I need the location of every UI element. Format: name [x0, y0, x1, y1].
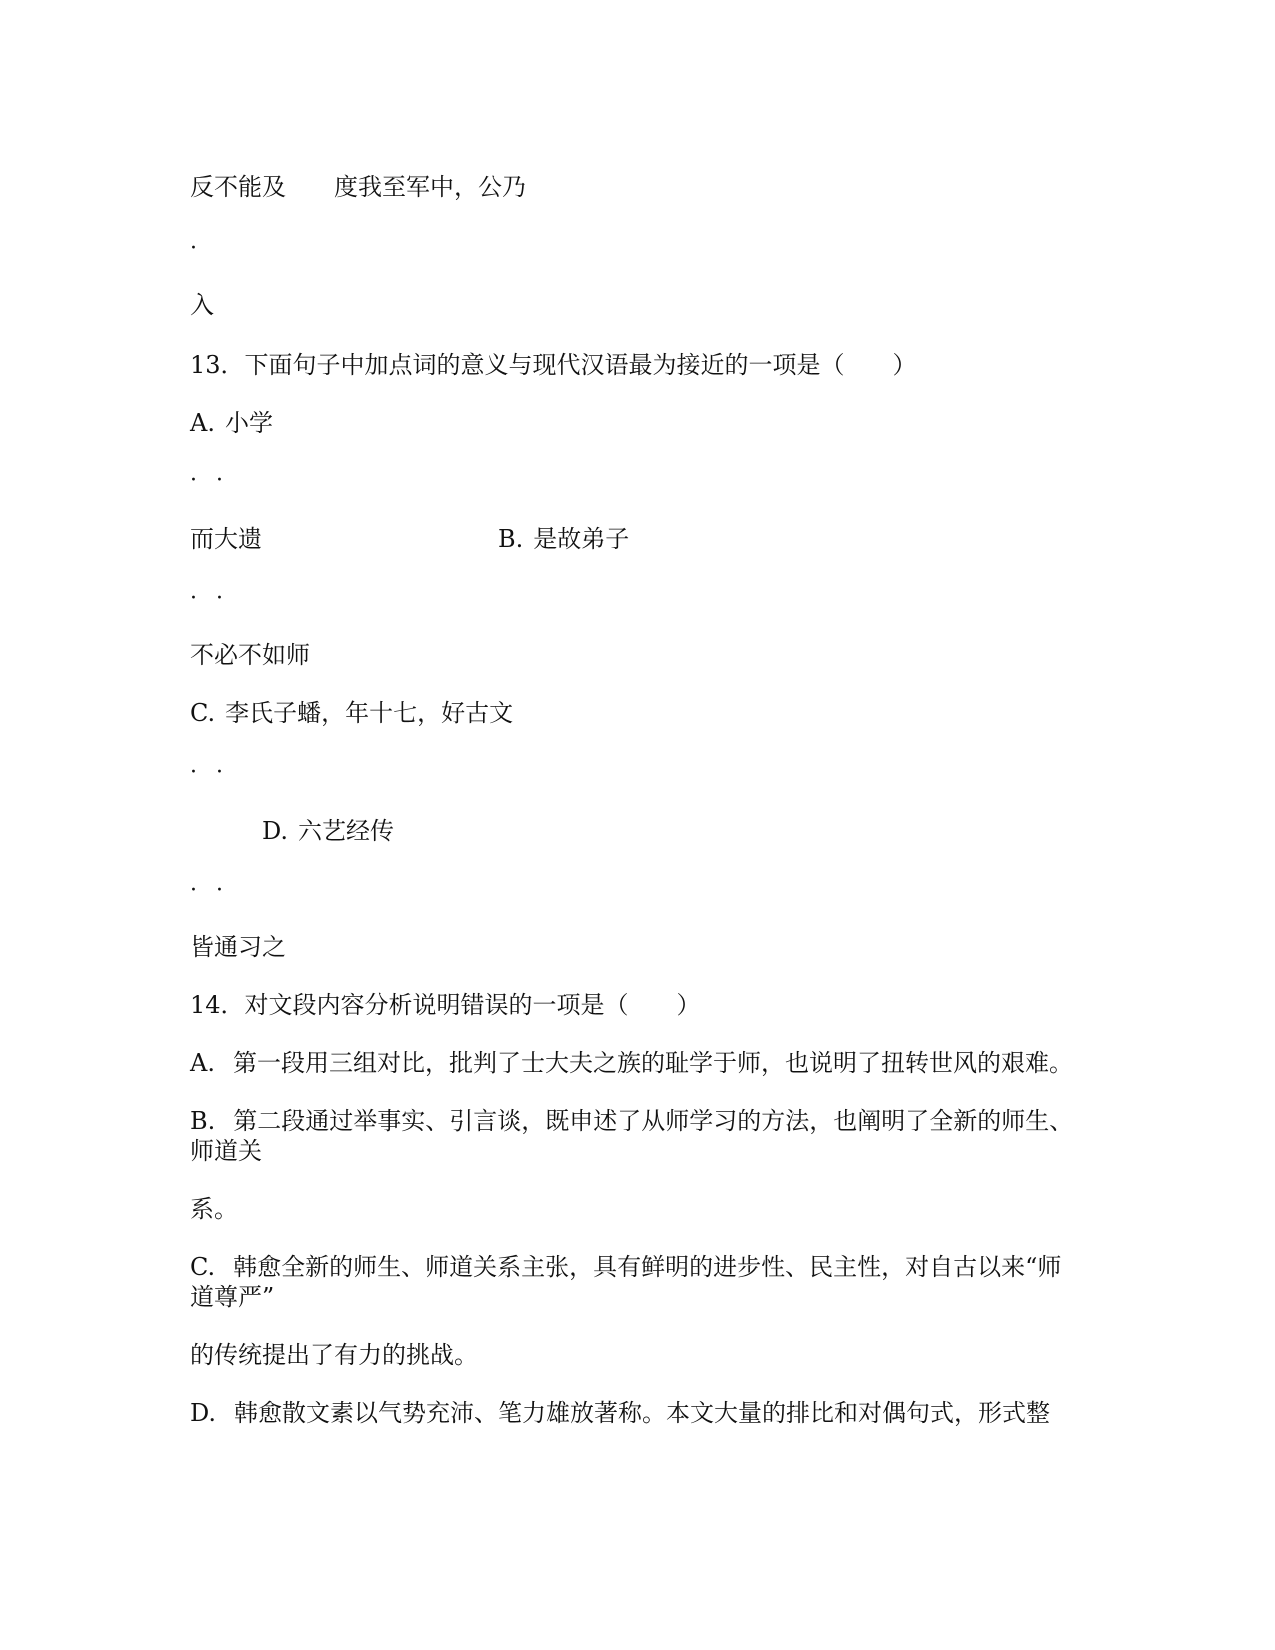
- q13-option-d-cont: 皆通习之: [190, 933, 286, 961]
- question-14-stem: 14．对文段内容分析说明错误的一项是（ ）: [190, 991, 701, 1019]
- option-text: 第二段通过举事实、引言谈，既申述了从师学习的方法，也阐明了全新的师生、: [233, 1107, 1074, 1135]
- q13-option-c: [190, 698, 513, 728]
- option-label: C.: [190, 1253, 216, 1281]
- option-label: D.: [262, 817, 289, 845]
- emphasis-dot: ·: [190, 236, 203, 261]
- q13-option-b-cont: 不必不如师: [190, 641, 310, 669]
- option-label: B.: [498, 525, 524, 553]
- passage-fragment-b: 度我至军中，公乃: [334, 173, 526, 201]
- q13-option-a-cont: [190, 524, 262, 554]
- q14-option-b-cont: 系。: [190, 1195, 238, 1223]
- emphasis-dots: · ·: [190, 468, 229, 493]
- option-text: 六艺经传: [298, 817, 395, 845]
- q14-option-a: [190, 1048, 1073, 1078]
- option-label: B.: [190, 1107, 216, 1135]
- q14-option-c-cont: 的传统提出了有力的挑战。: [190, 1341, 478, 1369]
- q13-option-b: [498, 524, 629, 554]
- passage-line-1: [190, 172, 526, 202]
- emphasis-dots: · ·: [190, 760, 229, 785]
- emphasis-dots: · ·: [190, 586, 229, 611]
- q13-option-d: [262, 816, 394, 846]
- option-text: 李氏子蟠，年十七，好古文: [225, 699, 514, 727]
- option-label: D.: [190, 1399, 217, 1427]
- passage-fragment-a: 反不能及: [190, 173, 286, 201]
- option-label: A.: [190, 1049, 215, 1077]
- question-13-stem: 13．下面句子中加点词的意义与现代汉语最为接近的一项是（ ）: [190, 351, 917, 379]
- option-text: 小学: [224, 409, 273, 437]
- option-label: A.: [190, 409, 215, 437]
- option-text: 第一段用三组对比，批判了士大夫之族的耻学于师，也说明了扭转世风的艰难。: [232, 1049, 1073, 1077]
- option-text: 韩愈散文素以气势充沛、笔力雄放著称。本文大量的排比和对偶句式，形式整: [234, 1399, 1051, 1427]
- q14-option-b-wrap: 师道关: [190, 1137, 262, 1165]
- option-text: 是故弟子: [533, 525, 630, 553]
- option-text: 韩愈全新的师生、师道关系主张，具有鲜明的进步性、民主性，对自古以来“师: [233, 1253, 1062, 1281]
- passage-fragment-c: 入: [190, 291, 214, 319]
- q14-option-b: [190, 1106, 1073, 1136]
- option-label: C.: [190, 699, 216, 727]
- q14-option-c: [190, 1252, 1061, 1282]
- q14-option-d: [190, 1398, 1050, 1428]
- q14-option-c-wrap: 道尊严”: [190, 1283, 275, 1311]
- emphasis-dots: · ·: [190, 878, 229, 903]
- q13-option-a: [190, 408, 273, 438]
- option-text: 而大遗: [190, 525, 262, 553]
